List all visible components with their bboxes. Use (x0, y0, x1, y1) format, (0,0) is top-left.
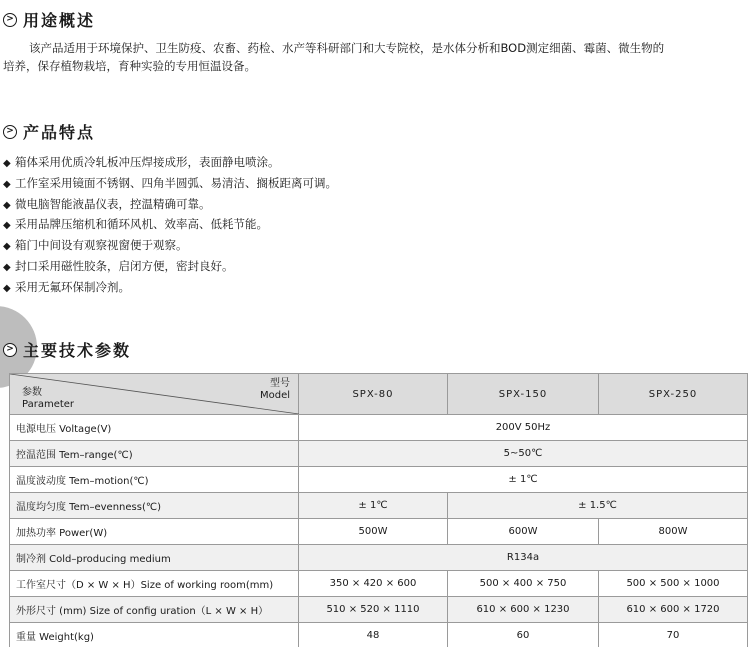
row-value: ± 1℃ (299, 493, 448, 519)
row-value: 500 × 500 × 1000 (599, 571, 748, 597)
model-label-en: Model (260, 390, 290, 402)
row-value: 610 × 600 × 1230 (448, 597, 599, 623)
table-row (10, 623, 748, 647)
row-value: 600W (448, 519, 599, 545)
table-row (10, 519, 748, 545)
section-title-features (3, 120, 95, 143)
feature-item: ◆ 箱门中间设有观察视窗便于观察。 (3, 235, 337, 256)
row-value: 800W (599, 519, 748, 545)
model-label-cn: 型号 (260, 378, 290, 390)
feature-item: ◆ 采用无氟环保制冷剂。 (3, 277, 337, 298)
row-label: 电源电压 Voltage(V) (10, 415, 299, 441)
row-value: 610 × 600 × 1720 (599, 597, 748, 623)
diamond-bullet-icon: ◆ (3, 258, 15, 279)
table-row (10, 493, 748, 519)
row-label: 加热功率 Power(W) (10, 519, 299, 545)
table-row (10, 597, 748, 623)
section-title-text: 用途概述 (23, 8, 95, 31)
row-value: 48 (299, 623, 448, 647)
feature-item: ◆ 采用品牌压缩机和循环风机、效率高、低耗节能。 (3, 214, 337, 235)
model-header: SPX-80 (299, 374, 448, 415)
spec-table (9, 373, 748, 647)
row-value: ± 1.5℃ (448, 493, 748, 519)
row-value: R134a (299, 545, 748, 571)
table-row (10, 545, 748, 571)
row-value: 5~50℃ (299, 441, 748, 467)
param-label-cn: 参数 (22, 387, 74, 399)
diamond-bullet-icon: ◆ (3, 237, 15, 258)
model-header: SPX-250 (599, 374, 748, 415)
param-label-en: Parameter (22, 399, 74, 411)
header-corner-cell (10, 374, 299, 415)
row-value: 70 (599, 623, 748, 647)
section-title-overview (3, 8, 95, 31)
row-label: 制冷剂 Cold–producing medium (10, 545, 299, 571)
overview-line-2: 培养，保存植物栽培，育种实验的专用恒温设备。 (3, 59, 256, 73)
diamond-bullet-icon: ◆ (3, 279, 15, 300)
row-value: 500 × 400 × 750 (448, 571, 599, 597)
row-value: 510 × 520 × 1110 (299, 597, 448, 623)
row-label: 温度波动度 Tem–motion(℃) (10, 467, 299, 493)
circled-arrow-icon: > (3, 125, 17, 139)
table-header-row (10, 374, 748, 415)
feature-item: ◆ 工作室采用镜面不锈钢、四角半圆弧、易清洁、搁板距离可调。 (3, 173, 337, 194)
row-value: 60 (448, 623, 599, 647)
row-value: 350 × 420 × 600 (299, 571, 448, 597)
diamond-bullet-icon: ◆ (3, 216, 15, 237)
feature-list (3, 152, 337, 298)
section-title-text: 主要技术参数 (23, 338, 131, 361)
section-title-text: 产品特点 (23, 120, 95, 143)
overview-line-1: 该产品适用于环境保护、卫生防疫、农畜、药检、水产等科研部门和大专院校，是水体分析和BOD测定细菌、霉菌、微生物的 (29, 41, 664, 55)
diamond-bullet-icon: ◆ (3, 154, 15, 175)
diamond-bullet-icon: ◆ (3, 196, 15, 217)
row-value: 200V 50Hz (299, 415, 748, 441)
feature-item: ◆ 封口采用磁性胶条，启闭方便，密封良好。 (3, 256, 337, 277)
overview-paragraph (3, 39, 747, 75)
row-label: 重量 Weight(kg) (10, 623, 299, 647)
row-label: 工作室尺寸（D × W × H）Size of working room(mm) (10, 571, 299, 597)
table-row (10, 571, 748, 597)
section-title-specs (3, 338, 131, 361)
table-row (10, 467, 748, 493)
diamond-bullet-icon: ◆ (3, 175, 15, 196)
table-row (10, 441, 748, 467)
feature-item: ◆ 微电脑智能液晶仪表，控温精确可靠。 (3, 194, 337, 215)
row-label: 控温范围 Tem–range(℃) (10, 441, 299, 467)
row-label: 外形尺寸 (mm) Size of config uration（L × W × H） (10, 597, 299, 623)
table-row (10, 415, 748, 441)
circled-arrow-icon: > (3, 343, 17, 357)
row-value: 500W (299, 519, 448, 545)
feature-item: ◆ 箱体采用优质冷轧板冲压焊接成形，表面静电喷涂。 (3, 152, 337, 173)
row-label: 温度均匀度 Tem–evenness(℃) (10, 493, 299, 519)
row-value: ± 1℃ (299, 467, 748, 493)
model-header: SPX-150 (448, 374, 599, 415)
circled-arrow-icon: > (3, 13, 17, 27)
